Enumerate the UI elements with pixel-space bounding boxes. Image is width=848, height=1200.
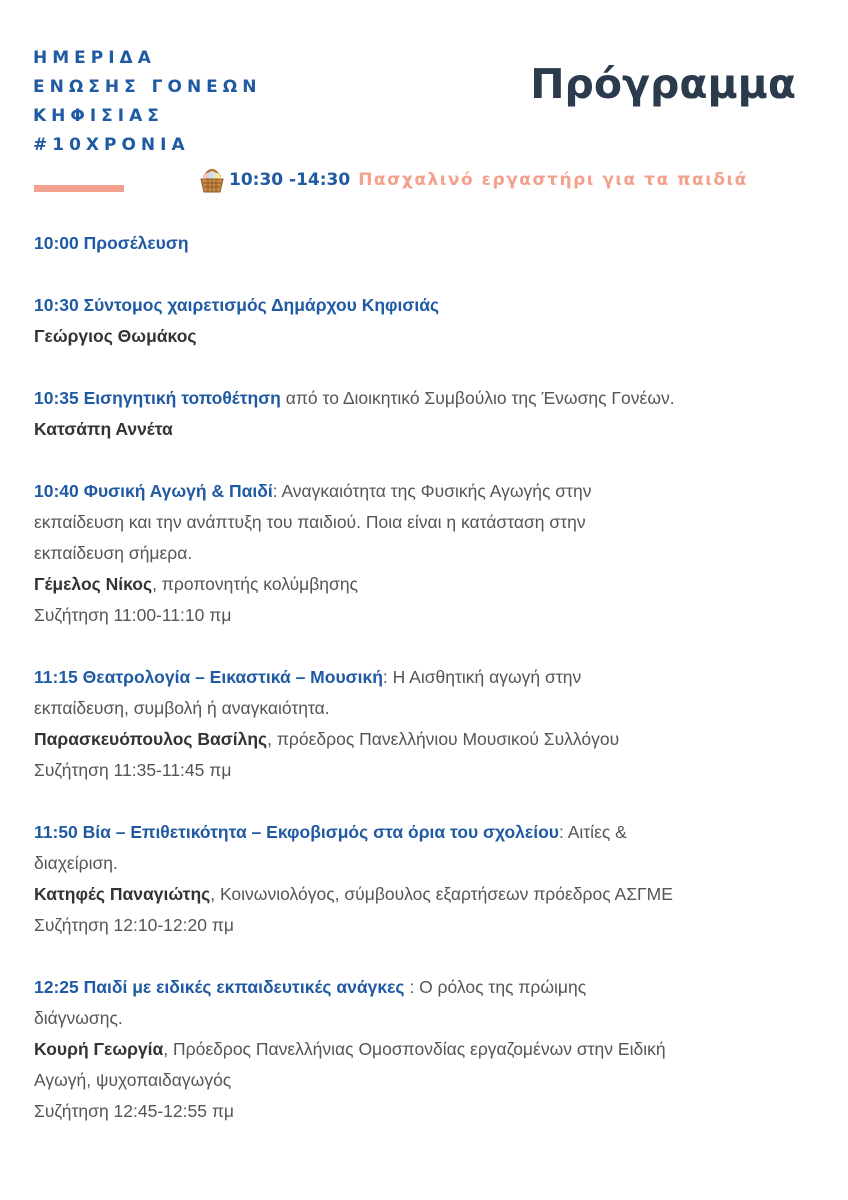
- item-heading: 11:50 Βία – Επιθετικότητα – Εκφοβισμός στα όρια του σχολείου: [34, 822, 559, 842]
- item-heading: 10:40 Φυσική Αγωγή & Παιδί: [34, 481, 273, 501]
- schedule-item: [34, 817, 824, 941]
- discussion-time: Συζήτηση 12:45-12:55 πμ: [34, 1101, 234, 1121]
- item-heading: 12:25 Παιδί με ειδικές εκπαιδευτικές ανάγκες: [34, 977, 405, 997]
- speaker-role: , πρόεδρος Πανελλήνιου Μουσικού Συλλόγου: [267, 729, 620, 749]
- item-text: εκπαίδευση σήμερα.: [34, 543, 193, 563]
- item-text: διάγνωσης.: [34, 1008, 123, 1028]
- item-text: από το Διοικητικό Συμβούλιο της Ένωσης Γονέων.: [280, 388, 675, 408]
- page-title: Πρόγραμμα: [530, 60, 796, 108]
- schedule-item: [34, 290, 824, 352]
- workshop-time: 10:30 -14:30: [229, 170, 351, 190]
- event-header: [33, 44, 261, 160]
- item-text: διαχείριση.: [34, 853, 118, 873]
- item-heading: 10:30 Σύντομος χαιρετισμός Δημάρχου Κηφισιάς: [34, 295, 440, 315]
- item-text: : Η Αισθητική αγωγή στην: [382, 667, 582, 687]
- header-line-2: ΕΝΩΣΗΣ ΓΟΝΕΩΝ: [33, 77, 262, 97]
- speaker-role: Αγωγή, ψυχοπαιδαγωγός: [34, 1070, 232, 1090]
- item-text: : Αναγκαιότητα της Φυσικής Αγωγής στην: [272, 481, 592, 501]
- speaker-role: , Κοινωνιολόγος, σύμβουλος εξαρτήσεων πρόεδρος ΑΣΓΜΕ: [210, 884, 673, 904]
- discussion-time: Συζήτηση 11:35-11:45 πμ: [34, 760, 232, 780]
- schedule: [34, 228, 824, 1158]
- schedule-item: [34, 383, 824, 445]
- discussion-time: Συζήτηση 12:10-12:20 πμ: [34, 915, 234, 935]
- speaker-name: Κουρή Γεωργία: [34, 1039, 164, 1059]
- schedule-item: [34, 476, 824, 631]
- item-heading: 11:15 Θεατρολογία – Εικαστικά – Μουσική: [34, 667, 383, 687]
- accent-divider: [34, 185, 124, 192]
- item-heading: 10:00 Προσέλευση: [34, 233, 189, 253]
- speaker-name: Γεώργιος Θωμάκος: [34, 326, 197, 346]
- schedule-item: [34, 972, 824, 1127]
- header-line-4: #10ΧΡΟΝΙΑ: [33, 135, 190, 155]
- speaker-name: Παρασκευόπουλος Βασίλης: [34, 729, 268, 749]
- speaker-role: , Πρόεδρος Πανελλήνιας Ομοσπονδίας εργαζομένων στην Ειδική: [163, 1039, 666, 1059]
- item-text: εκπαίδευση και την ανάπτυξη του παιδιού. Ποια είναι η κατάσταση στην: [34, 512, 586, 532]
- speaker-name: Κατσάπη Αννέτα: [34, 419, 173, 439]
- speaker-role: , προπονητής κολύμβησης: [152, 574, 358, 594]
- header-line-3: ΚΗΦΙΣΙΑΣ: [33, 106, 164, 126]
- item-text: : Ο ρόλος της πρώιμης: [404, 977, 587, 997]
- item-heading: 10:35 Εισηγητική τοποθέτηση: [34, 388, 281, 408]
- item-text: : Αιτίες &: [558, 822, 627, 842]
- schedule-item: [34, 228, 824, 259]
- basket-icon: [198, 165, 226, 195]
- speaker-name: Γέμελος Νίκος: [34, 574, 153, 594]
- header-line-1: ΗΜΕΡΙΔΑ: [33, 48, 156, 68]
- discussion-time: Συζήτηση 11:00-11:10 πμ: [34, 605, 232, 625]
- item-text: εκπαίδευση, συμβολή ή αναγκαιότητα.: [34, 698, 330, 718]
- workshop-title: Πασχαλινό εργαστήρι για τα παιδιά: [358, 170, 748, 190]
- workshop-banner: [198, 165, 748, 195]
- speaker-name: Κατηφές Παναγιώτης: [34, 884, 211, 904]
- schedule-item: [34, 662, 824, 786]
